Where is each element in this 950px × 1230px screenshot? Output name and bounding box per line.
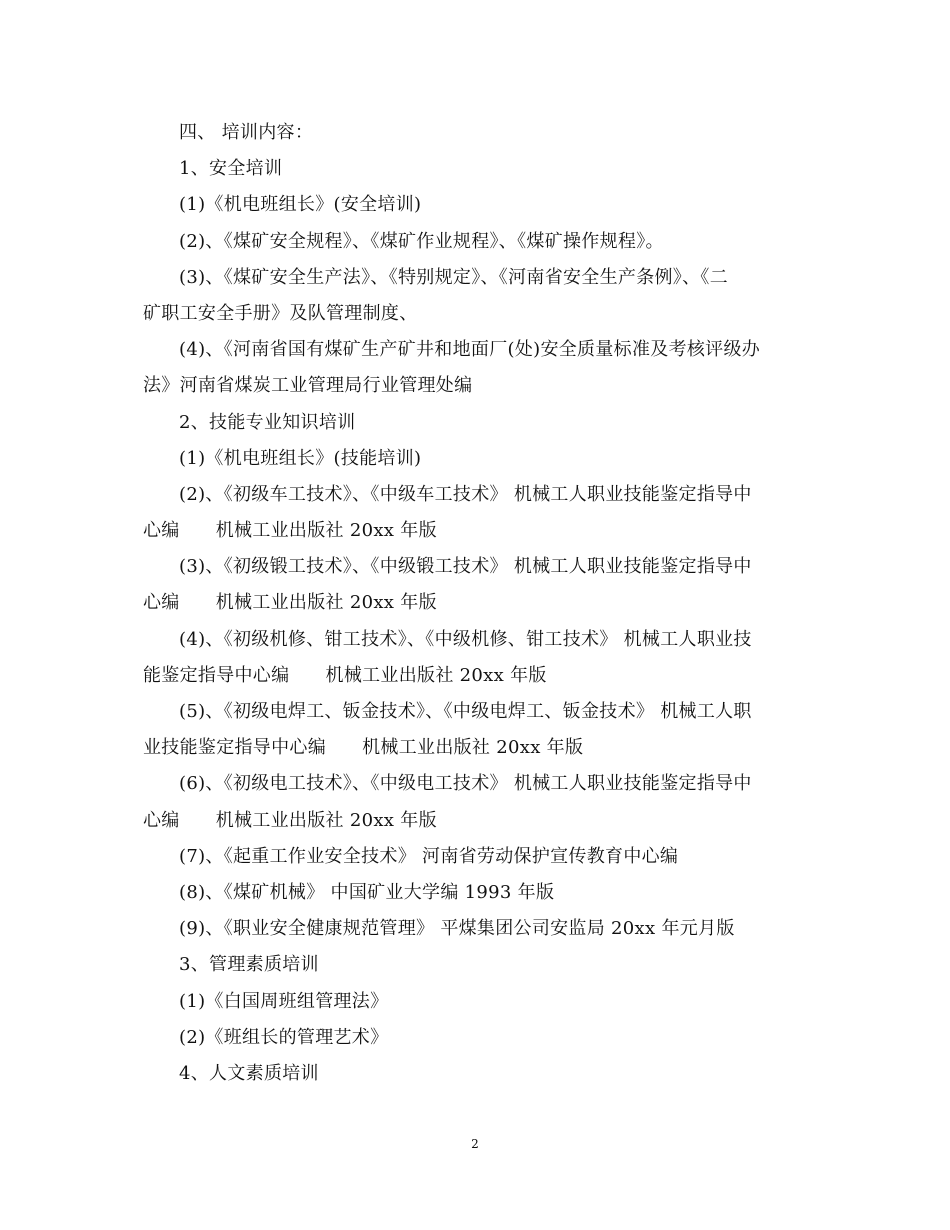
text-line: 心编 机械工业出版社 20xx 年版	[143, 592, 437, 614]
text-line: (3)、《煤矿安全生产法》、《特别规定》、《河南省安全生产条例》、《二	[179, 266, 728, 288]
text-line: 1、安全培训	[179, 158, 283, 180]
text-line: (1)《白国周班组管理法》	[179, 990, 389, 1012]
page-number: 2	[471, 1137, 479, 1151]
text-line: 法》河南省煤炭工业管理局行业管理处编	[143, 375, 473, 397]
text-line: (6)、《初级电工技术》、《中级电工技术》 机械工人职业技能鉴定指导中	[179, 773, 752, 795]
text-line: (1)《机电班组长》(技能培训)	[179, 447, 422, 469]
text-line: (1)《机电班组长》(安全培训)	[179, 194, 422, 216]
text-line: 矿职工安全手册》及队管理制度、	[143, 302, 418, 324]
text-line: (2)、《初级车工技术》、《中级车工技术》 机械工人职业技能鉴定指导中	[179, 483, 752, 505]
text-line: 四、 培训内容：	[179, 122, 314, 143]
text-line: (4)、《初级机修、钳工技术》、《中级机修、钳工技术》 机械工人职业技	[179, 628, 752, 650]
document-body	[143, 115, 813, 1092]
text-line: (5)、《初级电焊工、钣金技术》、《中级电焊工、钣金技术》 机械工人职	[179, 701, 752, 722]
text-line: (8)、《煤矿机械》 中国矿业大学编 1993 年版	[179, 881, 555, 903]
text-line: (4)、《河南省国有煤矿生产矿井和地面厂(处)安全质量标准及考核评级办	[179, 339, 761, 361]
text-line: 4、人文素质培训	[179, 1062, 319, 1084]
text-line: (2)《班组长的管理艺术》	[179, 1026, 389, 1048]
text-line: (7)、《起重工作业安全技术》 河南省劳动保护宣传教育中心编	[179, 845, 679, 867]
text-line: 业技能鉴定指导中心编 机械工业出版社 20xx 年版	[143, 737, 584, 759]
text-line: (2)、《煤矿安全规程》、《煤矿作业规程》、《煤矿操作规程》。	[179, 230, 664, 252]
text-line: 2、技能专业知识培训	[179, 411, 356, 433]
text-line: 能鉴定指导中心编 机械工业出版社 20xx 年版	[143, 664, 547, 686]
text-line: 心编 机械工业出版社 20xx 年版	[143, 809, 437, 831]
text-line: 3、管理素质培训	[179, 954, 319, 976]
text-line: 心编 机械工业出版社 20xx 年版	[143, 520, 437, 542]
text-line: (9)、《职业安全健康规范管理》 平煤集团公司安监局 20xx 年元月版	[179, 918, 735, 940]
text-line: (3)、《初级锻工技术》、《中级锻工技术》 机械工人职业技能鉴定指导中	[179, 556, 752, 578]
